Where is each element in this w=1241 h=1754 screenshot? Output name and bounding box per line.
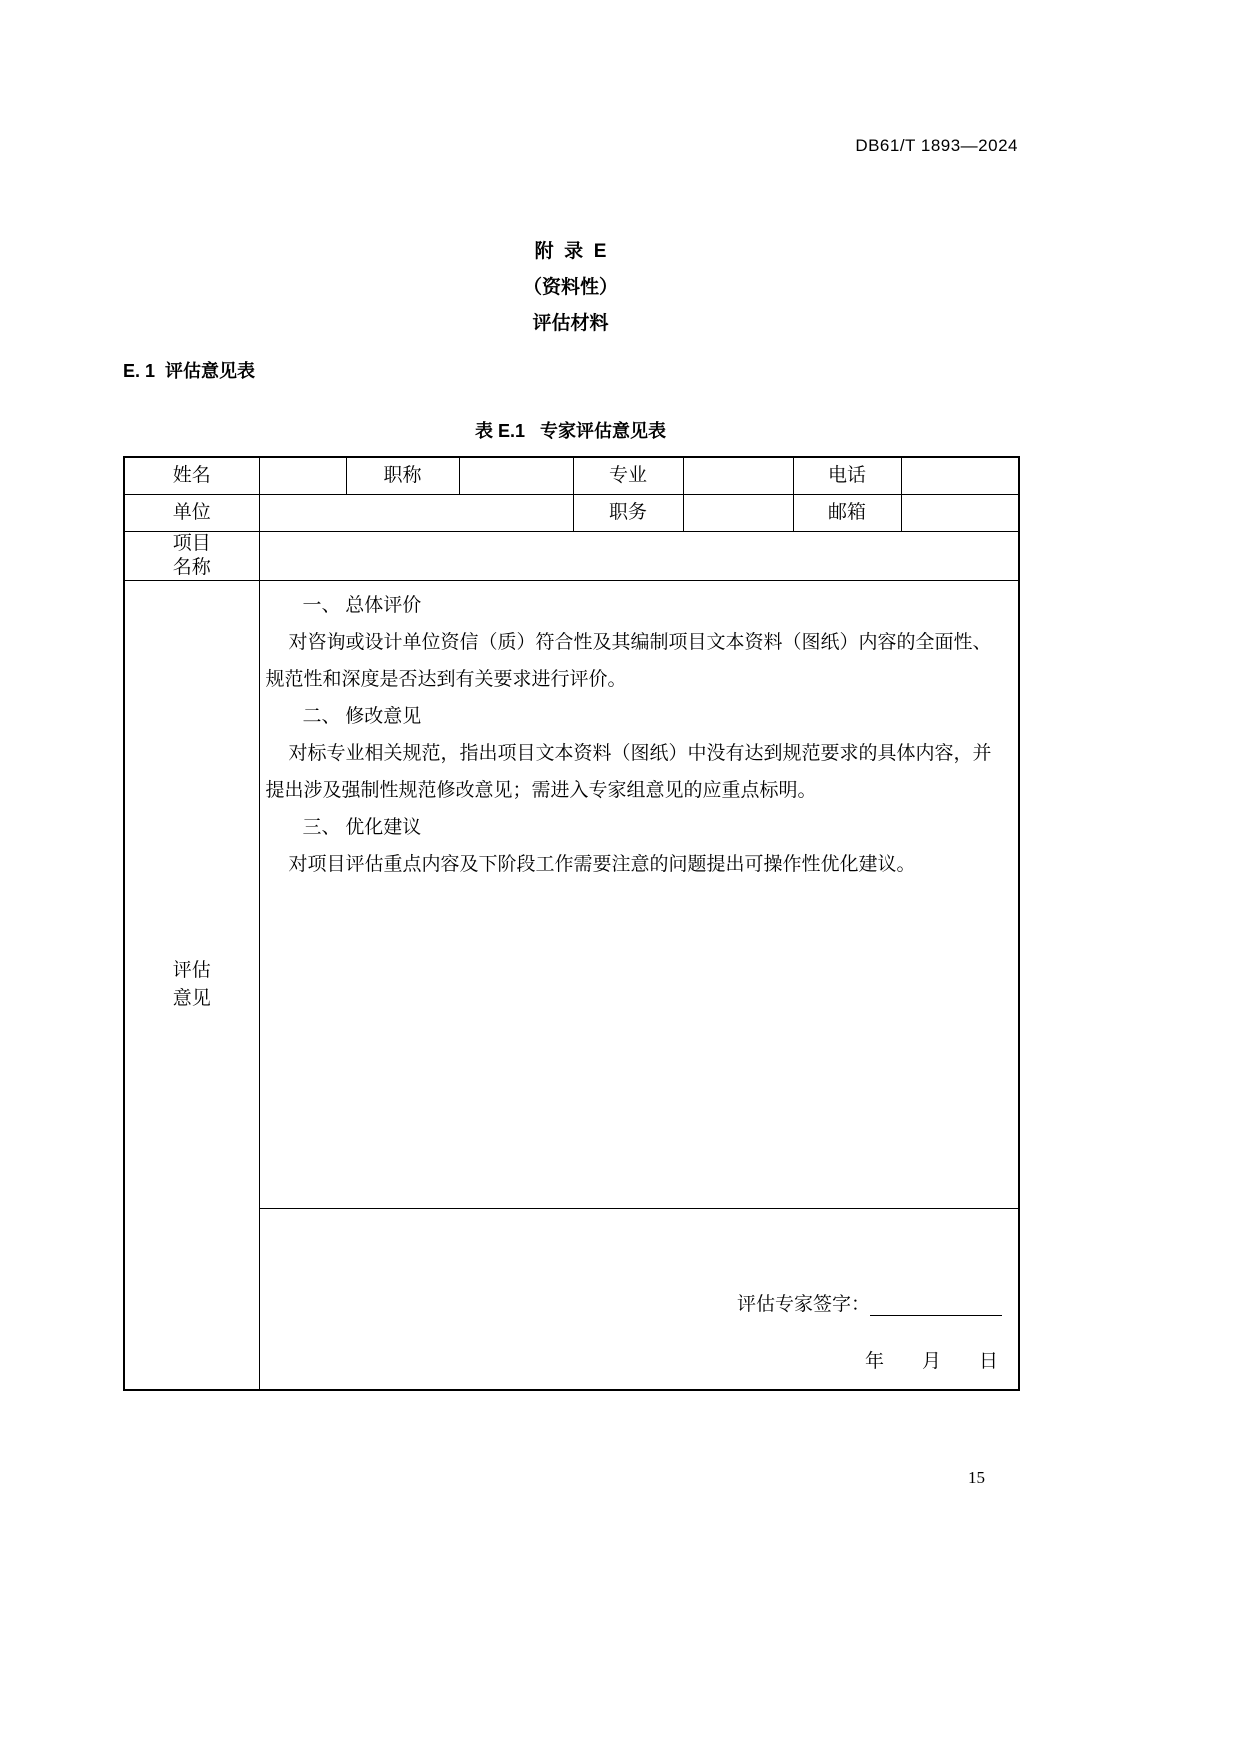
page-number: 15 — [968, 1468, 985, 1487]
email-label: 邮箱 — [793, 494, 901, 531]
project-name-label — [124, 531, 259, 580]
item1-body: 对咨询或设计单位资信（质）符合性及其编制项目文本资料（图纸）内容的全面性、规范性和深度是否达到有关要求进行评价。 — [265, 631, 992, 690]
signature-row — [737, 1289, 1002, 1316]
opinion-label — [124, 580, 259, 1390]
signature-cell — [259, 1208, 1019, 1390]
doc-number: DB61/T 1893—2024 — [855, 136, 1018, 155]
date-row — [865, 1346, 1002, 1373]
project-label-line1: 项目 — [172, 532, 211, 554]
position-value-cell — [683, 494, 793, 531]
day-label: 日 — [978, 1350, 998, 1372]
project-name-value-cell — [259, 531, 1019, 580]
month-label: 月 — [921, 1350, 941, 1372]
item2-body: 对标专业相关规范，指出项目文本资料（图纸）中没有达到规范要求的具体内容，并提出涉及强制性规范修改意见；需进入专家组意见的应重点标明。 — [265, 742, 992, 801]
table-row — [124, 580, 1019, 1208]
appendix-note: （资料性） — [522, 277, 618, 298]
item3-title: 三、 优化建议 — [302, 816, 422, 838]
section-heading: E. 1 评估意见表 — [123, 361, 256, 381]
item3-body: 对项目评估重点内容及下阶段工作需要注意的问题提出可操作性优化建议。 — [288, 853, 916, 875]
email-value-cell — [901, 494, 1019, 531]
position-label: 职务 — [573, 494, 683, 531]
opinion-content-cell — [259, 580, 1019, 1208]
project-label-line2: 名称 — [172, 556, 211, 578]
appendix-title: 附 录 E — [534, 241, 607, 262]
major-value-cell — [683, 457, 793, 494]
unit-value-cell — [259, 494, 573, 531]
signature-block — [260, 1289, 1003, 1373]
signature-label: 评估专家签字： — [736, 1293, 870, 1315]
opinion-label-line2: 意见 — [172, 987, 211, 1009]
name-value-cell — [259, 457, 346, 494]
name-label: 姓名 — [124, 457, 259, 494]
unit-label: 单位 — [124, 494, 259, 531]
phone-label: 电话 — [793, 457, 901, 494]
table-row — [124, 1208, 1019, 1390]
item1-title: 一、 总体评价 — [302, 594, 422, 616]
phone-value-cell — [901, 457, 1019, 494]
title-label: 职称 — [346, 457, 459, 494]
expert-evaluation-form-table — [123, 456, 1020, 1391]
table-row — [124, 457, 1019, 494]
table-row — [124, 531, 1019, 580]
major-label: 专业 — [573, 457, 683, 494]
appendix-subject: 评估材料 — [532, 313, 609, 334]
table-caption: 表 E.1 专家评估意见表 — [474, 421, 667, 441]
year-label: 年 — [864, 1350, 884, 1372]
item2-title: 二、 修改意见 — [302, 705, 422, 727]
table-row — [124, 494, 1019, 531]
title-value-cell — [459, 457, 573, 494]
signature-line — [870, 1296, 1002, 1316]
opinion-label-line1: 评估 — [172, 959, 211, 981]
